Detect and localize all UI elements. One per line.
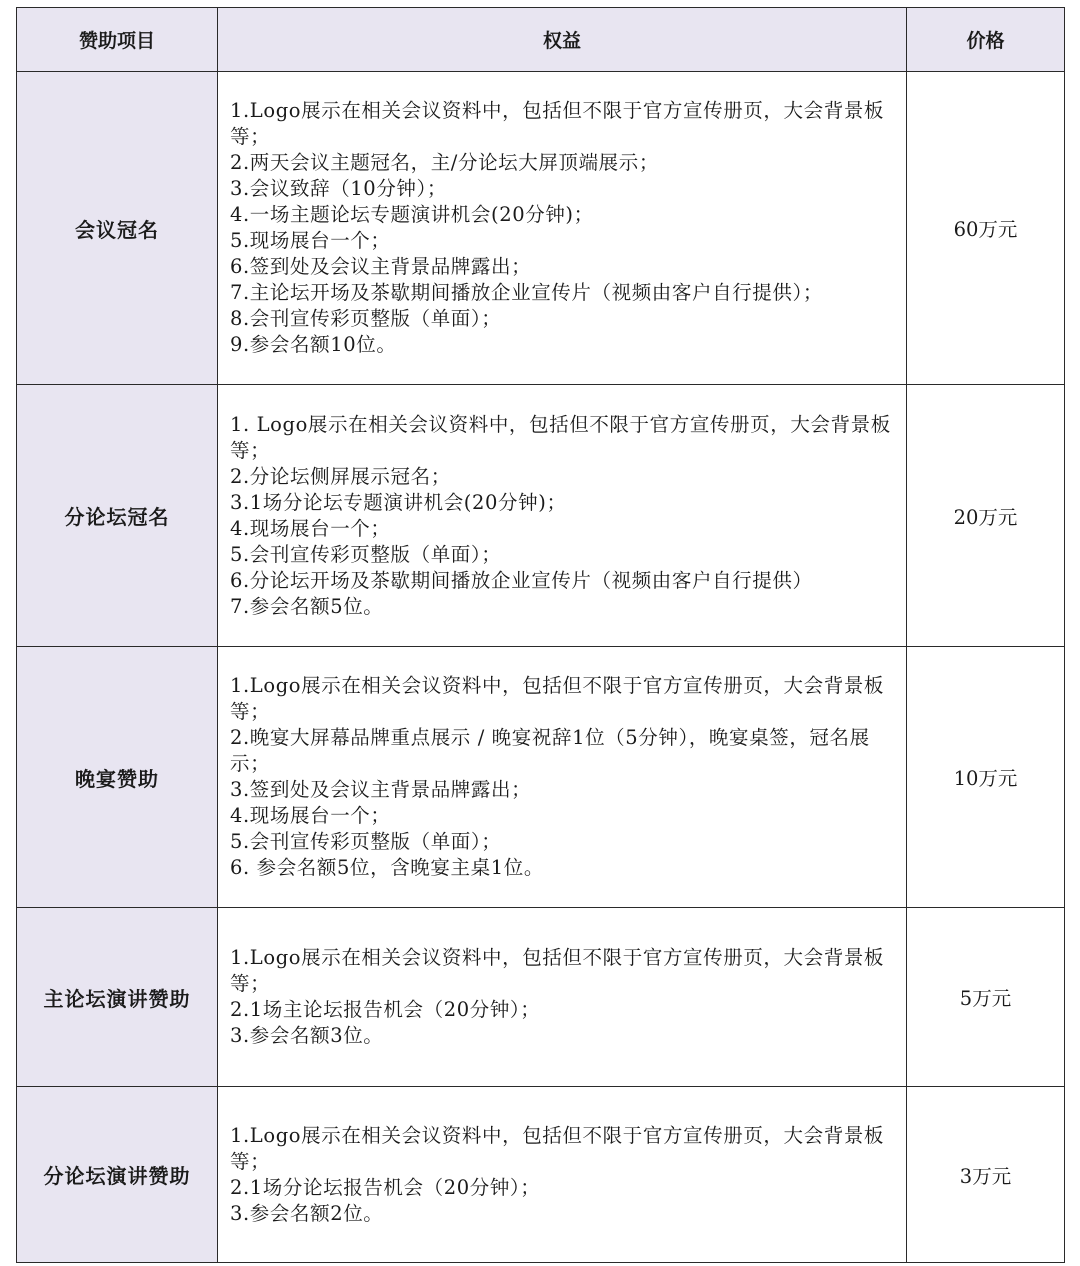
benefit-item: 1.Logo展示在相关会议资料中，包括但不限于官方宣传册页，大会背景板等； (230, 946, 885, 995)
benefit-item: 2.晚宴大屏幕品牌重点展示 / 晚宴祝辞1位（5分钟），晚宴桌签，冠名展示； (230, 726, 870, 775)
benefit-item: 2.分论坛侧屏展示冠名； (230, 464, 451, 488)
header-benefits: 权益 (218, 8, 907, 72)
benefit-item: 7.主论坛开场及茶歇期间播放企业宣传片（视频由客户自行提供）； (230, 281, 823, 304)
benefit-item: 5.现场展台一个； (230, 229, 391, 252)
sponsorship-table (16, 7, 1065, 1263)
benefit-item: 6. 参会名额5位，含晚宴主桌1位。 (230, 856, 544, 879)
benefit-item: 1.Logo展示在相关会议资料中，包括但不限于官方宣传册页，大会背景板等； (230, 1123, 885, 1173)
sponsor-item-name: 晚宴赞助 (17, 647, 218, 908)
sponsor-price: 3万元 (907, 1087, 1065, 1263)
benefit-item: 1.Logo展示在相关会议资料中，包括但不限于官方宣传册页，大会背景板等； (230, 674, 885, 723)
benefit-item: 3.参会名额2位。 (230, 1201, 384, 1225)
header-row (17, 8, 1065, 72)
benefit-item: 7.参会名额5位。 (230, 594, 384, 618)
table-row (17, 908, 1065, 1087)
sponsor-price: 60万元 (907, 72, 1065, 385)
header-item: 赞助项目 (17, 8, 218, 72)
sponsor-item-name: 分论坛冠名 (17, 385, 218, 647)
benefit-item: 4.现场展台一个； (230, 804, 391, 827)
benefit-item: 1.Logo展示在相关会议资料中，包括但不限于官方宣传册页，大会背景板等； (230, 99, 885, 148)
sponsor-price: 5万元 (907, 908, 1065, 1087)
benefit-item: 8.会刊宣传彩页整版（单面）； (230, 307, 502, 330)
benefit-item: 6.分论坛开场及茶歇期间播放企业宣传片（视频由客户自行提供） (230, 568, 813, 592)
benefit-item: 4.现场展台一个； (230, 516, 391, 540)
benefits-list (218, 72, 907, 385)
benefit-item: 3.会议致辞（10分钟）； (230, 177, 447, 200)
benefit-item: 2.1场分论坛报告机会（20分钟）； (230, 1175, 541, 1199)
sponsor-item-name: 分论坛演讲赞助 (17, 1087, 218, 1263)
table-row (17, 647, 1065, 908)
benefits-list (218, 1087, 907, 1263)
benefit-item: 2.1场主论坛报告机会（20分钟）； (230, 998, 541, 1021)
sponsor-item-name: 主论坛演讲赞助 (17, 908, 218, 1087)
table-row (17, 72, 1065, 385)
table-row (17, 1087, 1065, 1263)
benefit-item: 3.签到处及会议主背景品牌露出； (230, 778, 532, 801)
benefits-list (218, 908, 907, 1087)
table-row (17, 385, 1065, 647)
benefit-item: 3.1场分论坛专题演讲机会(20分钟)； (230, 490, 567, 514)
benefits-list (218, 647, 907, 908)
benefit-item: 9.参会名额10位。 (230, 333, 397, 356)
sponsor-price: 20万元 (907, 385, 1065, 647)
benefit-item: 2.两天会议主题冠名，主/分论坛大屏顶端展示； (230, 151, 659, 174)
header-price: 价格 (907, 8, 1065, 72)
benefit-item: 6.签到处及会议主背景品牌露出； (230, 255, 532, 278)
benefit-item: 5.会刊宣传彩页整版（单面）； (230, 542, 502, 566)
benefits-list (218, 385, 907, 647)
benefit-item: 4.一场主题论坛专题演讲机会(20分钟)； (230, 203, 594, 226)
benefit-item: 1. Logo展示在相关会议资料中，包括但不限于官方宣传册页，大会背景板等； (230, 412, 891, 462)
table-header (17, 8, 1065, 72)
benefit-item: 3.参会名额3位。 (230, 1024, 384, 1047)
sponsor-item-name: 会议冠名 (17, 72, 218, 385)
table-body (17, 72, 1065, 1263)
sponsor-price: 10万元 (907, 647, 1065, 908)
benefit-item: 5.会刊宣传彩页整版（单面）； (230, 830, 502, 853)
